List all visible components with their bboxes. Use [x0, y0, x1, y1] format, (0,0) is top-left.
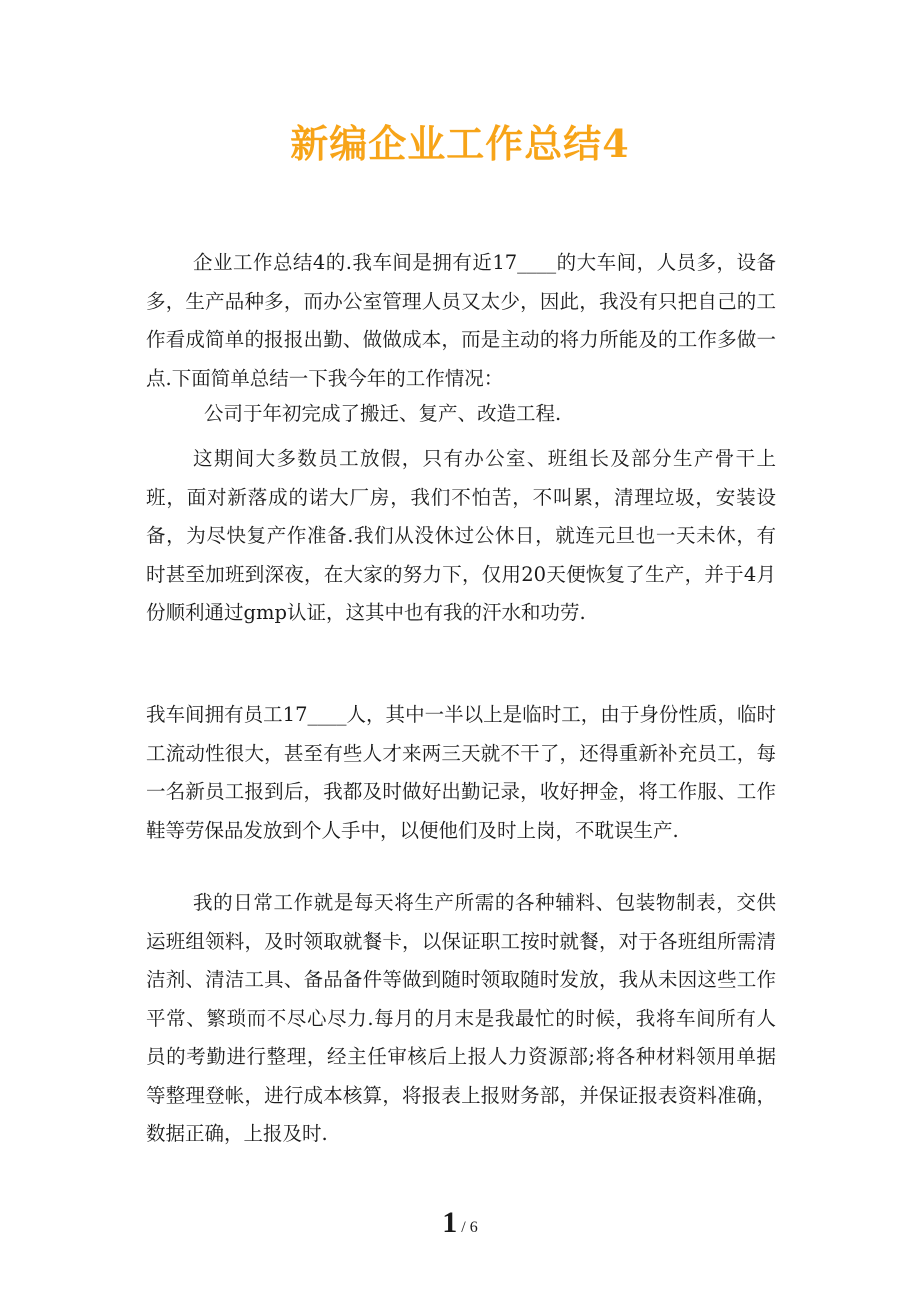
- paragraph-staffing: 我车间拥有员工17____人，其中一半以上是临时工，由于身份性质，临时工流动性很大，甚至有些人才来两三天就不干了，还得重新补充员工，每一名新员工报到后，我都及时做好出勤记录，收好押金，将工作服、工作鞋等劳保品发放到个人手中，以便他们及时上岗，不耽误生产.: [146, 703, 776, 842]
- paragraph-relocation: 公司于年初完成了搬迁、复产、改造工程.: [204, 402, 562, 425]
- page-number: [0, 1206, 920, 1240]
- page-current: 1: [442, 1206, 458, 1239]
- paragraph-holiday-work: 这期间大多数员工放假，只有办公室、班组长及部分生产骨干上班，面对新落成的诺大厂房，我们不怕苦，不叫累，清理垃圾，安装设备，为尽快复产作准备.我们从没休过公休日，就连元旦也一天未休，有时甚至加班到深夜，在大家的努力下，仅用20天便恢复了生产，并于4月份顺利通过gmp认证，这其中也有我的汗水和功劳.: [146, 447, 776, 624]
- page-total: 6: [469, 1219, 478, 1236]
- document-title: 新编企业工作总结4: [290, 121, 630, 166]
- page-separator: /: [461, 1219, 466, 1236]
- paragraph-intro: 企业工作总结4的.我车间是拥有近17____的大车间，人员多，设备多，生产品种多，而办公室管理人员又太少，因此，我没有只把自己的工作看成简单的报报出勤、做做成本，而是主动的将力所能及的工作多做一点.下面简单总结一下我今年的工作情况：: [146, 251, 776, 390]
- paragraph-daily-work: 我的日常工作就是每天将生产所需的各种辅料、包装物制表，交供运班组领料，及时领取就餐卡，以保证职工按时就餐，对于各班组所需清洁剂、清洁工具、备品备件等做到随时领取随时发放，我从未因这些工作平常、繁琐而不尽心尽力.每月的月末是我最忙的时候，我将车间所有人员的考勤进行整理，经主任审核后上报人力资源部;将各种材料领用单据等整理登帐，进行成本核算，将报表上报财务部，并保证报表资料准确，数据正确，上报及时.: [146, 891, 776, 1145]
